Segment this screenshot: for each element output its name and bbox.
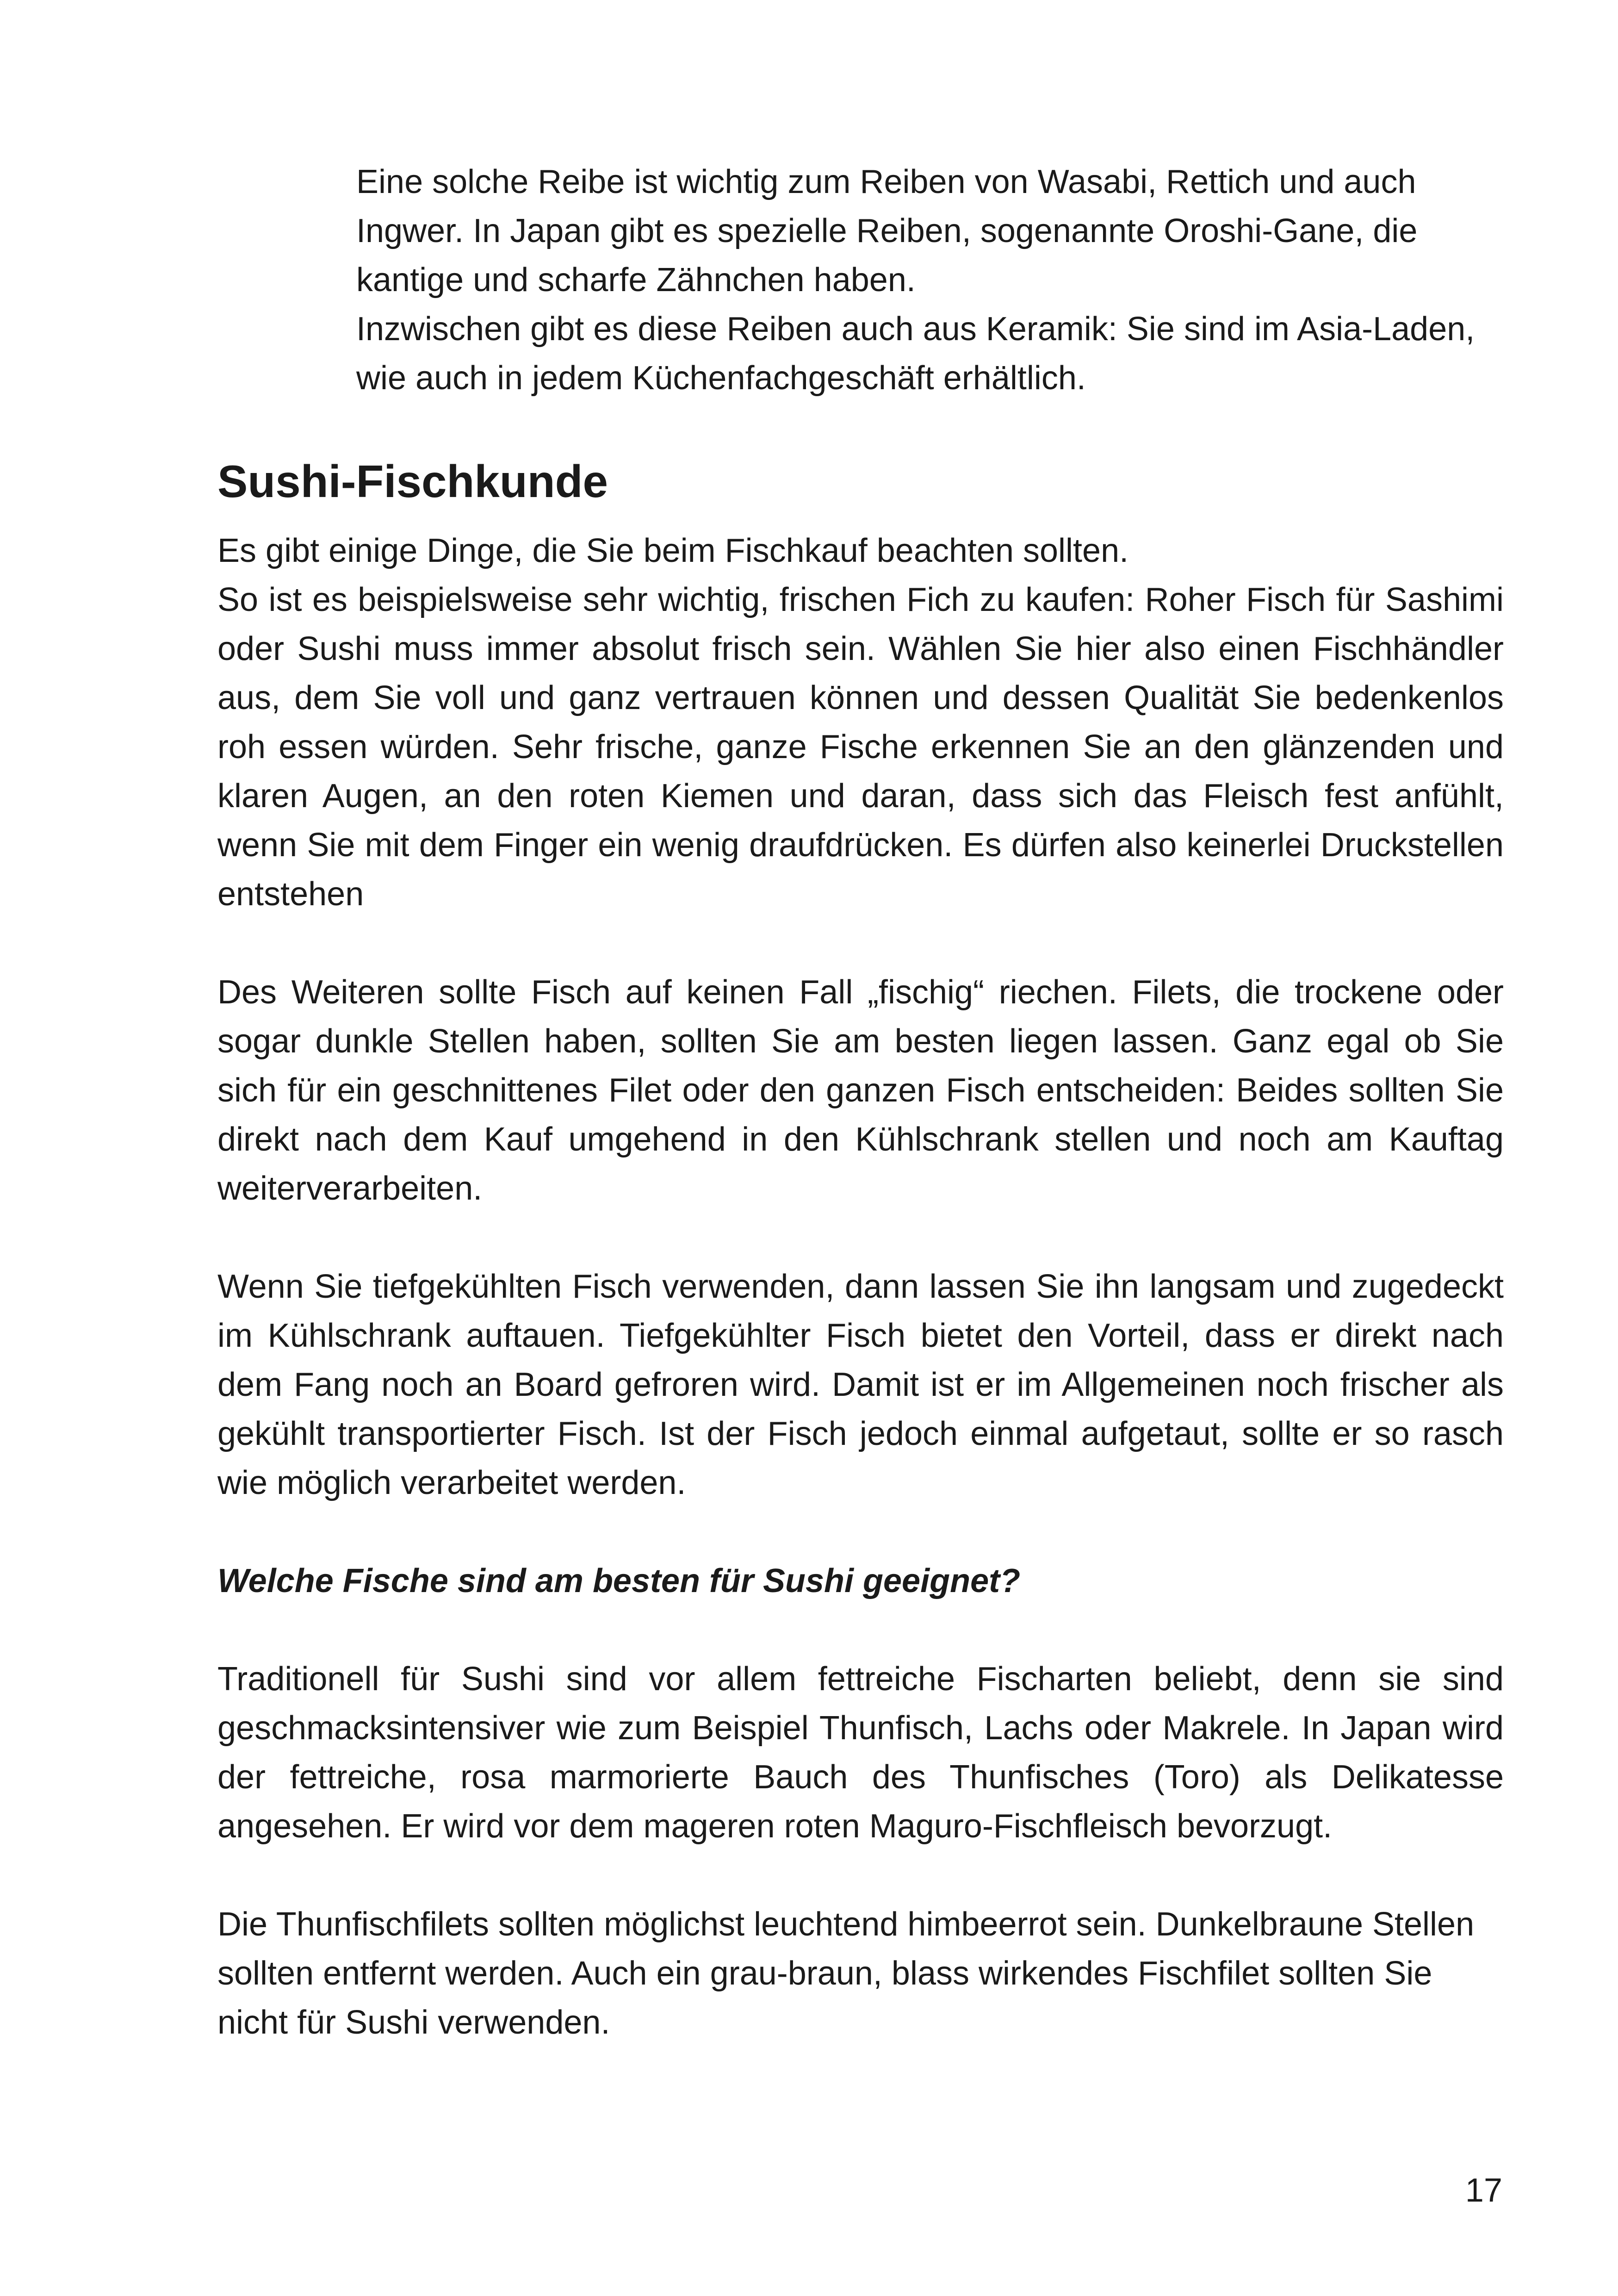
intro-block: [356, 157, 1504, 403]
paragraph-frozen: Wenn Sie tiefgekühlten Fisch verwenden, dann lassen Sie ihn langsam und zugedeckt im Kühlschrank auftauen. Tiefgekühlter Fisch bietet den Vorteil, dass er direkt nach dem Fang noch an Board gefroren wird. Damit ist er im Allgemeinen noch frischer als gekühlt transportierter Fisch. Ist der Fisch jedoch einmal aufgetaut, sollte er so rasch wie möglich verarbeitet werden.: [217, 1268, 1504, 1501]
page-number: 17: [1465, 2172, 1502, 2209]
intro-paragraph-2: Inzwischen gibt es diese Reiben auch aus Keramik: Sie sind im Asia-Laden, wie auch in jedem Küchenfachgeschäft erhältlich.: [356, 311, 1475, 397]
paragraph-fresh-fish: So ist es beispielsweise sehr wichtig, frischen Fich zu kaufen: Roher Fisch für Sashimi oder Sushi muss immer absolut frisch sein. Wählen Sie hier also einen Fischhändler aus, dem Sie voll und ganz vertrauen können und dessen Qualität Sie bedenkenlos roh essen würden. Sehr frische, ganze Fische erkennen Sie an den glänzenden und klaren Augen, an den roten Kiemen und daran, dass sich das Fleisch fest anfühlt, wenn Sie mit dem Finger ein wenig draufdrücken. Es dürfen also keinerlei Druckstellen entstehen: [217, 581, 1504, 913]
paragraph-fatty-fish: Traditionell für Sushi sind vor allem fettreiche Fischarten beliebt, denn sie sind geschmacksintensiver wie zum Beispiel Thunfisch, Lachs oder Makrele. In Japan wird der fettreiche, rosa marmorierte Bauch des Thunfisches (Toro) als Delikatesse angesehen. Er wird vor dem mageren roten Maguro-Fischfleisch bevorzugt.: [217, 1661, 1504, 1845]
paragraph-gap: [217, 1605, 1504, 1655]
paragraph-gap: [217, 1507, 1504, 1556]
paragraph-gap: [217, 919, 1504, 968]
paragraph-smell: Des Weiteren sollte Fisch auf keinen Fall „fischig“ riechen. Filets, die trockene oder sogar dunkle Stellen haben, sollten Sie am besten liegen lassen. Ganz egal ob Sie sich für ein geschnittenes Filet oder den ganzen Fisch entscheiden: Beides sollten Sie direkt nach dem Kauf umgehend in den Kühlschrank stellen und noch am Kauftag weiterverarbeiten.: [217, 974, 1504, 1207]
sub-heading: Welche Fische sind am besten für Sushi geeignet?: [217, 1562, 1021, 1599]
paragraph-gap: [217, 1213, 1504, 1262]
section-heading: Sushi-Fischkunde: [217, 456, 608, 507]
main-content: [217, 451, 1504, 2047]
paragraph-intro-line: Es gibt einige Dinge, die Sie beim Fischkauf beachten sollten.: [217, 532, 1129, 569]
paragraph-gap: [217, 1851, 1504, 1900]
paragraph-tuna-fillets: Die Thunfischfilets sollten möglichst leuchtend himbeerrot sein. Dunkelbraune Stellen sollten entfernt werden. Auch ein grau-braun, blass wirkendes Fischfilet sollten Sie nicht für Sushi verwenden.: [217, 1906, 1475, 2041]
intro-paragraph-1: Eine solche Reibe ist wichtig zum Reiben von Wasabi, Rettich und auch Ingwer. In Japan gibt es spezielle Reiben, sogenannte Oroshi-Gane, die kantige und scharfe Zähnchen haben.: [356, 163, 1418, 299]
